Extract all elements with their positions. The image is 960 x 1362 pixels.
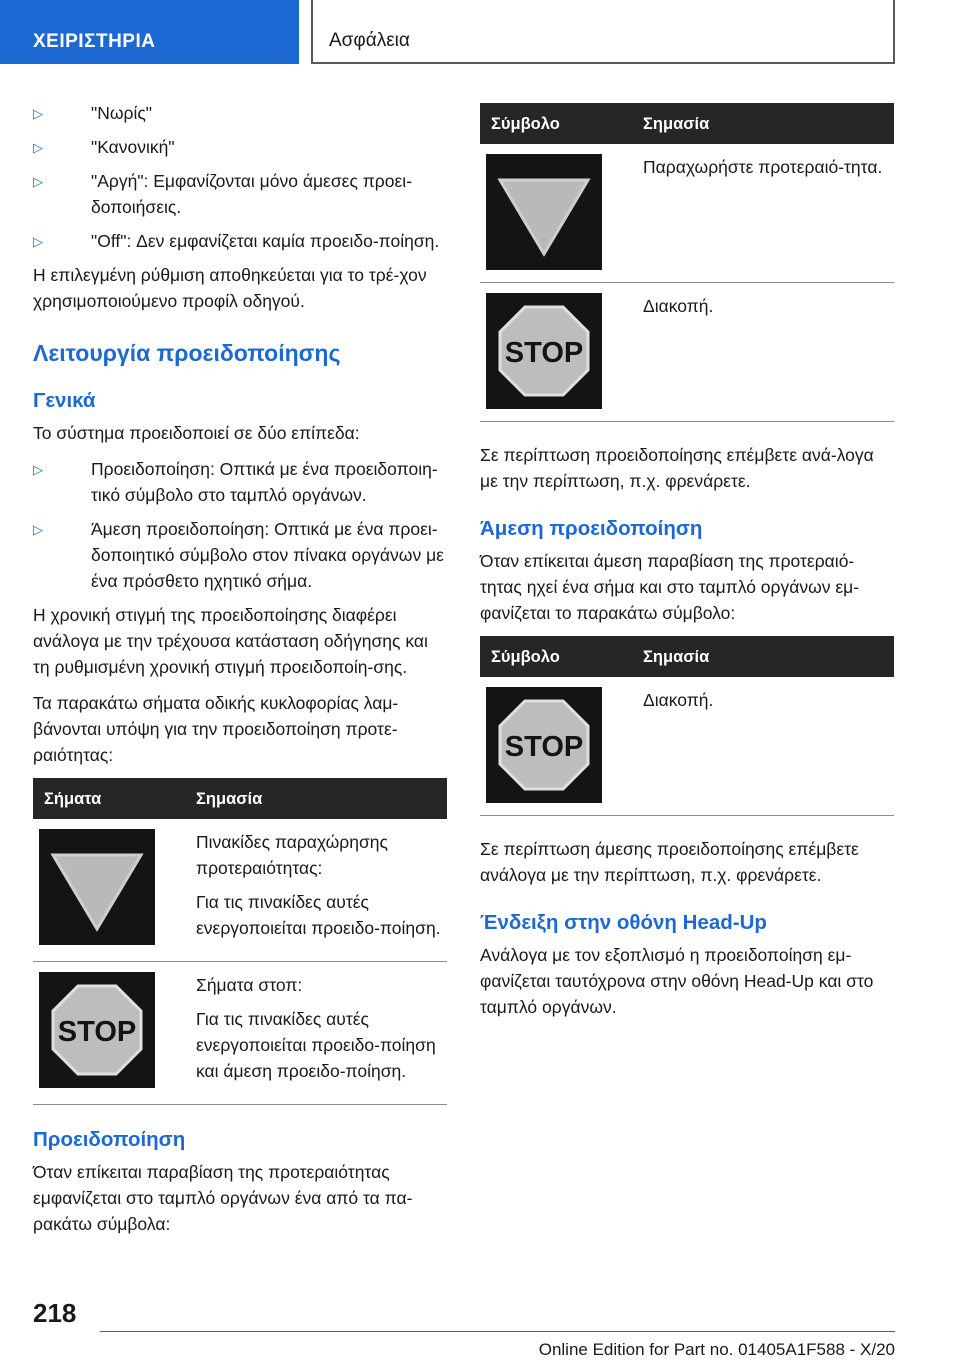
paragraph: Σε περίπτωση προειδοποίησης επέμβετε ανά-λογα με την περίπτωση, π.χ. φρενάρετε. bbox=[480, 445, 874, 491]
paragraph: Η επιλεγμένη ρύθμιση αποθηκεύεται για το τρέ-χον χρησιμοποιούμενο προφίλ οδηγού. bbox=[33, 265, 427, 311]
yield-sign-icon bbox=[486, 154, 602, 270]
paragraph: Σε περίπτωση άμεσης προειδοποίησης επέμβετε ανάλογα με την περίπτωση, π.χ. φρενάρετε. bbox=[480, 839, 859, 885]
footer-divider bbox=[100, 1331, 895, 1332]
table-header: Σημασία bbox=[643, 103, 894, 144]
triangle-bullet-icon: ▷ bbox=[33, 234, 43, 249]
svg-text:STOP: STOP bbox=[504, 337, 584, 369]
stop-sign-icon bbox=[39, 972, 155, 1088]
yield-sign-icon bbox=[39, 829, 155, 945]
table-row: STOP Διακοπή. bbox=[480, 677, 894, 816]
paragraph: Όταν επίκειται άμεση παραβίαση της προτεραιό-τητας ηχεί ένα σήμα και στο ταμπλό οργάνων εμ-φανίζεται το παρακάτω σύμβολο: bbox=[480, 551, 860, 623]
paragraph: Όταν επίκειται παραβίαση της προτεραιότητας εμφανίζεται στο ταμπλό οργάνων ένα από τα πα-ρακάτω σύμβολα: bbox=[33, 1162, 413, 1234]
svg-text:STOP: STOP bbox=[57, 1016, 137, 1048]
list-item: ▷ "Αργή": Εμφανίζονται μόνο άμεσες προει-δοποιήσεις. bbox=[33, 171, 413, 217]
left-column bbox=[33, 100, 447, 1247]
edition-footer: Online Edition for Part no. 01405A1F588 - X/20 bbox=[538, 1340, 895, 1359]
paragraph: Το σύστημα προειδοποιεί σε δύο επίπεδα: bbox=[33, 423, 360, 443]
symbols-table bbox=[480, 103, 894, 422]
triangle-bullet-icon: ▷ bbox=[33, 522, 43, 537]
right-column bbox=[480, 103, 894, 1030]
table-row: Πινακίδες παραχώρησης προτεραιότητας: Για τις πινακίδες αυτές ενεργοποιείται προειδο-ποίηση. bbox=[33, 819, 447, 962]
triangle-bullet-icon: ▷ bbox=[33, 174, 43, 189]
subsection-heading: Ένδειξη στην οθόνη Head-Up bbox=[480, 911, 767, 934]
paragraph: Τα παρακάτω σήματα οδικής κυκλοφορίας λαμ-βάνονται υπόψη για την προειδοποίηση προτε-ραιότητας: bbox=[33, 693, 399, 765]
table-header: Σύμβολο bbox=[480, 103, 643, 144]
stop-sign-icon bbox=[486, 687, 602, 803]
subsection-heading: Προειδοποίηση bbox=[33, 1128, 186, 1151]
table-row: STOP Διακοπή. bbox=[480, 283, 894, 422]
table-row: STOP Σήματα στοπ: Για τις πινακίδες αυτές ενεργοποιείται προειδο-ποίηση και άμεση προειδο-ποίηση. bbox=[33, 962, 447, 1105]
table-header: Σύμβολο bbox=[480, 636, 643, 677]
list-item: ▷ "Κανονική" bbox=[33, 134, 447, 160]
table-header: Σήματα bbox=[33, 778, 196, 819]
stop-sign-icon bbox=[486, 293, 602, 409]
symbols-table bbox=[480, 636, 894, 816]
paragraph: Ανάλογα με τον εξοπλισμό η προειδοποίηση εμ-φανίζεται ταυτόχρονα στην οθόνη Head-Up και στο ταμπλό οργάνων. bbox=[480, 945, 874, 1017]
section-heading: Λειτουργία προειδοποίησης bbox=[33, 340, 341, 366]
signs-table bbox=[33, 778, 447, 1105]
svg-text:STOP: STOP bbox=[504, 731, 584, 763]
topic-title: Ασφάλεια bbox=[311, 0, 895, 64]
section-tab[interactable]: ΧΕΙΡΙΣΤΗΡΙΑ bbox=[0, 0, 299, 64]
list-item: ▷ Άμεση προειδοποίηση: Οπτικά με ένα προει-δοποιητικό σύμβολο στον πίνακα οργάνων με ένα πρόσθετο ηχητικό σήμα. bbox=[33, 519, 444, 591]
triangle-bullet-icon: ▷ bbox=[33, 140, 43, 155]
triangle-bullet-icon: ▷ bbox=[33, 462, 43, 477]
list-item: ▷ "Νωρίς" bbox=[33, 100, 447, 126]
page-number: 218 bbox=[33, 1298, 77, 1328]
paragraph: Η χρονική στιγμή της προειδοποίησης διαφέρει ανάλογα με την τρέχουσα κατάσταση οδήγησης και τη ρυθμισμένη χρονική στιγμή προειδοποίη-σης. bbox=[33, 605, 428, 677]
table-row: Παραχωρήστε προτεραιό-τητα. bbox=[480, 144, 894, 283]
triangle-bullet-icon: ▷ bbox=[33, 106, 43, 121]
table-header: Σημασία bbox=[196, 778, 447, 819]
subsection-heading: Άμεση προειδοποίηση bbox=[480, 517, 703, 540]
list-item: ▷ Προειδοποίηση: Οπτικά με ένα προειδοποιη-τικό σύμβολο στο ταμπλό οργάνων. bbox=[33, 459, 438, 505]
table-header: Σημασία bbox=[643, 636, 894, 677]
subsection-heading: Γενικά bbox=[33, 389, 96, 412]
list-item: ▷ "Off": Δεν εμφανίζεται καμία προειδο-ποίηση. bbox=[33, 228, 447, 254]
